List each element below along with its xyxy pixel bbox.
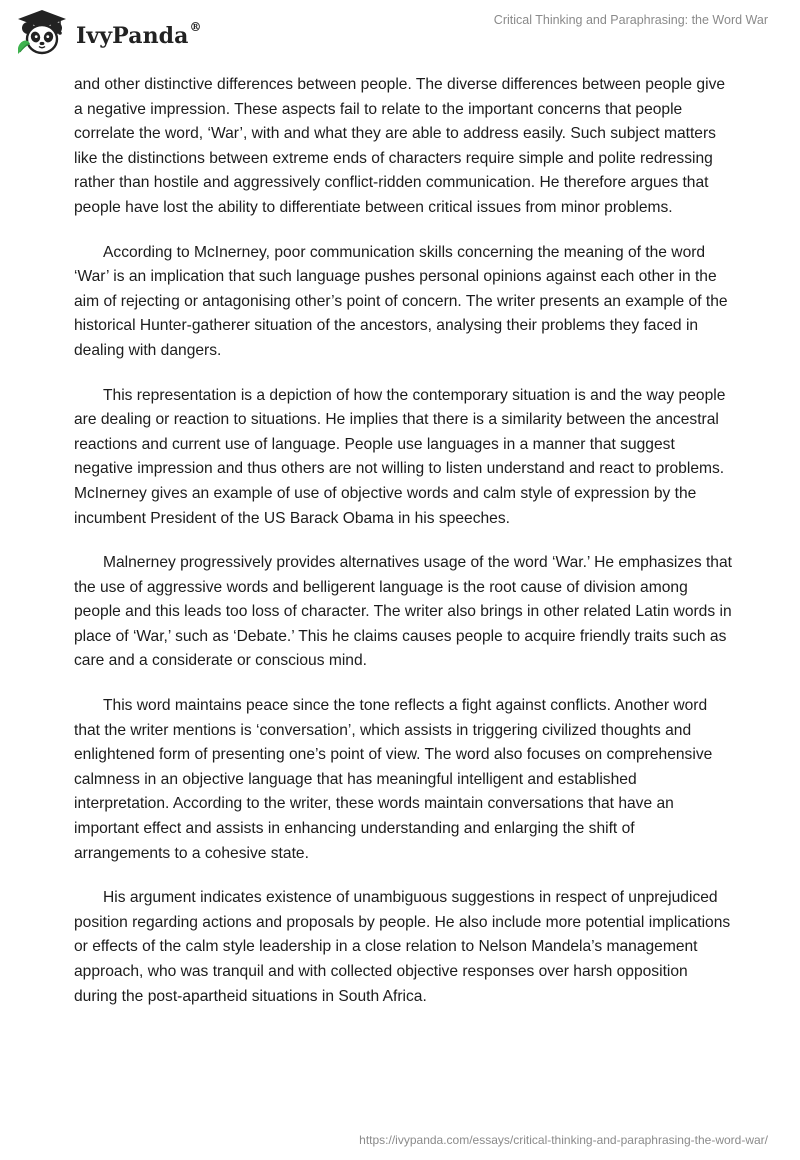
brand-name: IvyPanda® xyxy=(76,20,202,49)
paragraph: According to McInerney, poor communication skills concerning the meaning of the word ‘War’ is an implication that such language pushes personal opinions against each other in the aim of rejecting or antagonising other’s point of concern. The writer presents an example of the historical Hunter-gatherer situation of the ancestors, analysing their problems they faced in dealing with dangers. xyxy=(74,243,728,359)
registered-mark: ® xyxy=(189,20,202,34)
page-header xyxy=(0,0,800,70)
source-url-link[interactable]: https://ivypanda.com/essays/critical-thinking-and-paraphrasing-the-word-war/ xyxy=(359,1133,768,1147)
essay-body xyxy=(74,73,734,1029)
paragraph: This word maintains peace since the tone reflects a fight against conflicts. Another word that the writer mentions is ‘conversation’, which assists in triggering civilized thoughts and enlightened form of presenting one’s point of view. The word also focuses on comprehensive calmness in an objective language that has meaningful intelligent and established interpretation. According to the writer, these words maintain conversations that have an important effect and assists in enhancing understanding and enlarging the shift of arrangements to a cohesive state. xyxy=(74,697,713,862)
paragraph: This representation is a depiction of how the contemporary situation is and the way people are dealing or reaction to situations. He implies that there is a similarity between the ancestral reactions and current use of language. People use languages in a manner that suggest negative impression and thus others are not willing to listen understand and react to problems. McInerney gives an example of use of objective words and calm style of expression by the incumbent President of the US Barack Obama in his speeches. xyxy=(74,386,726,527)
paragraph: His argument indicates existence of unambiguous suggestions in respect of unprejudiced position regarding actions and proposals by people. He also include more potential implications or effects of the calm style leadership in a close relation to Nelson Mandela’s management approach, who was tranquil and with collected objective responses over harsh opposition during the post-apartheid situations in South Africa. xyxy=(74,889,731,1005)
panda-graduation-cap-icon xyxy=(14,8,70,60)
paragraph: and other distinctive differences between people. The diverse differences between people give a negative impression. These aspects fail to relate to the important concerns that people correlate the word, ‘War’, with and what they are able to address easily. Such subject matters like the distinctions between extreme ends of characters require simple and polite redressing rather than hostile and aggressively conflict-ridden communication. He therefore argues that people have lost the ability to differentiate between critical issues from minor problems. xyxy=(74,76,726,216)
brand-logo[interactable] xyxy=(14,8,202,60)
document-title: Critical Thinking and Paraphrasing: the Word War xyxy=(493,13,768,27)
paragraph: Malnerney progressively provides alternatives usage of the word ‘War.’ He emphasizes that the use of aggressive words and belligerent language is the root cause of division among people and this leads too loss of character. The writer also brings in other related Latin words in place of ‘War,’ such as ‘Debate.’ This he claims causes people to acquire friendly traits such as care and a considerate or conscious mind. xyxy=(74,554,732,670)
